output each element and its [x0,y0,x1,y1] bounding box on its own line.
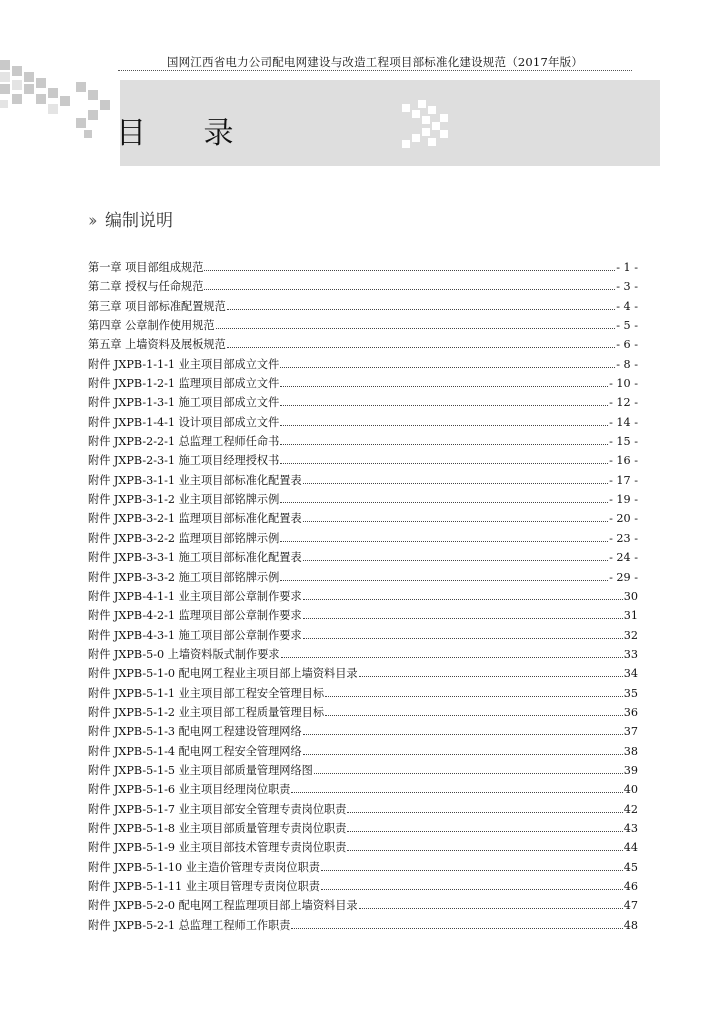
toc-entry-page: 38 [623,744,638,758]
dot-leader [291,928,622,929]
toc-entry[interactable] [88,917,638,936]
toc-entry-page: 43 [623,821,638,835]
dot-leader [227,347,615,348]
toc-entry-label: 附件 JXPB-5-1-0 配电网工程业主项目部上墙资料目录 [88,667,358,681]
dot-leader [347,812,622,813]
toc-entry-page: - 19 - [609,493,638,507]
dot-leader [281,657,623,658]
toc-entry-label: 附件 JXPB-5-1-1 业主项目部工程安全管理目标 [88,686,325,700]
dot-leader [325,715,623,716]
toc-entry[interactable] [88,472,638,491]
toc-entry-page: - 20 - [609,512,638,526]
dot-leader [303,618,623,619]
toc-entry[interactable] [88,665,638,684]
dot-leader [280,425,608,426]
double-chevron-icon: ›› [88,211,94,231]
dot-leader [280,367,615,368]
toc-entry-page: - 23 - [609,531,638,545]
toc-entry[interactable] [88,762,638,781]
toc-entry-label: 第三章 项目部标准配置规范 [88,299,226,313]
toc-entry[interactable] [88,723,638,742]
section-heading [88,206,173,231]
toc-entry-label: 附件 JXPB-5-1-5 业主项目部质量管理网络图 [88,763,313,777]
decorative-pixel-pattern [0,60,130,150]
dot-leader [291,792,622,793]
toc-entry-label: 附件 JXPB-5-1-9 业主项目部技术管理专责岗位职责 [88,841,347,855]
toc-entry-label: 附件 JXPB-1-1-1 业主项目部成立文件 [88,357,280,371]
dot-leader [303,521,608,522]
toc-entry-page: - 10 - [609,377,638,391]
toc-entry[interactable] [88,801,638,820]
toc-entry-page: 37 [623,725,638,739]
dot-leader [227,309,615,310]
header-divider [118,70,632,71]
toc-entry-label: 附件 JXPB-5-1-7 业主项目部安全管理专责岗位职责 [88,802,347,816]
dot-leader [303,734,623,735]
toc-entry[interactable] [88,859,638,878]
dot-leader [314,773,623,774]
toc-entry-label: 附件 JXPB-5-1-2 业主项目部工程质量管理目标 [88,705,325,719]
toc-entry-page: - 15 - [609,435,638,449]
toc-entry-label: 附件 JXPB-1-2-1 监理项目部成立文件 [88,377,280,391]
toc-entry[interactable] [88,491,638,510]
toc-entry[interactable] [88,878,638,897]
toc-entry-label: 附件 JXPB-5-1-3 配电网工程建设管理网络 [88,725,302,739]
dot-leader [359,676,623,677]
toc-entry[interactable] [88,394,638,413]
toc-entry[interactable] [88,897,638,916]
toc-entry-page: 30 [623,589,638,603]
toc-entry-page: 48 [623,918,638,932]
toc-entry-label: 附件 JXPB-5-1-4 配电网工程安全管理网络 [88,744,302,758]
toc-entry[interactable] [88,414,638,433]
dot-leader [325,696,623,697]
toc-entry[interactable] [88,685,638,704]
toc-entry-label: 附件 JXPB-3-1-2 业主项目部铭牌示例 [88,493,280,507]
page-title: 目 录 [116,116,258,151]
toc-entry-label: 附件 JXPB-5-2-0 配电网工程监理项目部上墙资料目录 [88,899,358,913]
toc-entry-label: 附件 JXPB-2-2-1 总监理工程师任命书 [88,435,280,449]
dot-leader [280,386,608,387]
toc-entry-label: 第二章 授权与任命规范 [88,280,204,294]
toc-entry-page: - 29 - [609,570,638,584]
toc-entry[interactable] [88,278,638,297]
dot-leader [280,502,608,503]
toc-entry-label: 附件 JXPB-5-1-11 业主项目管理专责岗位职责 [88,880,320,893]
toc-entry-page: 31 [623,609,638,623]
toc-entry[interactable] [88,356,638,375]
dot-leader [280,580,608,581]
running-title: 国网江西省电力公司配电网建设与改造工程项目部标准化建设规范（2017年版） [166,55,584,69]
toc-entry[interactable] [88,452,638,471]
toc-entry-page: 44 [623,841,638,855]
toc-entry-page: - 6 - [616,338,638,352]
dot-leader [280,444,608,445]
table-of-contents [88,259,638,936]
toc-entry-label: 第四章 公章制作使用规范 [88,319,215,333]
dot-leader [303,560,608,561]
toc-entry[interactable] [88,569,638,588]
section-heading-label: 编制说明 [105,211,174,231]
dot-leader [204,289,615,290]
dot-leader [359,908,623,909]
toc-entry[interactable] [88,433,638,452]
dot-leader [303,483,608,484]
toc-entry[interactable] [88,510,638,529]
toc-entry-page: 45 [623,860,638,874]
toc-entry-label: 附件 JXPB-3-2-2 监理项目部铭牌示例 [88,531,280,545]
dot-leader [204,270,615,271]
toc-entry-page: 34 [623,667,638,681]
toc-entry-label: 附件 JXPB-4-3-1 施工项目部公章制作要求 [88,628,302,642]
toc-entry-label: 附件 JXPB-5-1-10 业主造价管理专责岗位职责 [88,860,320,874]
toc-entry[interactable] [88,298,638,317]
toc-entry-label: 附件 JXPB-5-2-1 总监理工程师工作职责 [88,918,291,932]
toc-entry-page: 42 [623,802,638,816]
toc-entry-page: - 24 - [609,551,638,565]
toc-entry[interactable] [88,627,638,646]
chevron-decoration-icon [400,100,460,150]
toc-entry-page: - 1 - [616,261,638,274]
toc-entry[interactable] [88,781,638,800]
dot-leader [280,463,608,464]
toc-entry-page: - 16 - [609,454,638,468]
dot-leader [347,831,622,832]
toc-entry-page: 40 [623,783,638,797]
toc-entry[interactable] [88,549,638,568]
dot-leader [303,638,623,639]
toc-entry-label: 附件 JXPB-5-0 上墙资料版式制作要求 [88,647,280,661]
toc-entry[interactable] [88,820,638,839]
toc-entry[interactable] [88,607,638,626]
toc-entry-page: 33 [623,647,638,661]
dot-leader [321,870,623,871]
dot-leader [303,599,623,600]
toc-entry[interactable] [88,588,638,607]
toc-entry[interactable] [88,743,638,762]
toc-entry-label: 第一章 项目部组成规范 [88,261,204,274]
toc-entry-label: 附件 JXPB-2-3-1 施工项目经理授权书 [88,454,280,468]
toc-entry-label: 附件 JXPB-4-2-1 监理项目部公章制作要求 [88,609,302,623]
toc-entry-label: 附件 JXPB-1-4-1 设计项目部成立文件 [88,415,280,429]
toc-entry[interactable] [88,704,638,723]
toc-entry-label: 附件 JXPB-3-1-1 业主项目部标准化配置表 [88,473,302,487]
toc-entry-page: 35 [623,686,638,700]
toc-entry-label: 附件 JXPB-5-1-8 业主项目部质量管理专责岗位职责 [88,821,347,835]
dot-leader [347,850,622,851]
dot-leader [280,541,608,542]
toc-entry-label: 附件 JXPB-3-3-1 施工项目部标准化配置表 [88,551,302,565]
toc-entry[interactable] [88,530,638,549]
toc-entry-page: - 5 - [616,319,638,333]
toc-entry-page: 39 [623,763,638,777]
toc-entry-page: - 14 - [609,415,638,429]
toc-entry-page: - 8 - [616,357,638,371]
toc-entry-label: 附件 JXPB-5-1-6 业主项目经理岗位职责 [88,783,291,797]
toc-entry-page: 46 [623,880,638,893]
toc-entry-page: 36 [623,705,638,719]
toc-entry[interactable] [88,375,638,394]
dot-leader [303,754,623,755]
toc-entry-label: 第五章 上墙资料及展板规范 [88,338,226,352]
toc-entry[interactable] [88,259,638,278]
toc-entry-page: - 3 - [616,280,638,294]
toc-entry-label: 附件 JXPB-3-3-2 施工项目部铭牌示例 [88,570,280,584]
dot-leader [280,405,608,406]
toc-entry-page: - 4 - [616,299,638,313]
toc-entry-page: - 12 - [609,396,638,410]
toc-entry-label: 附件 JXPB-3-2-1 监理项目部标准化配置表 [88,512,302,526]
toc-entry-page: - 17 - [609,473,638,487]
toc-entry[interactable] [88,336,638,355]
toc-entry[interactable] [88,317,638,336]
toc-entry[interactable] [88,839,638,858]
toc-entry-page: 47 [623,899,638,913]
toc-entry-label: 附件 JXPB-1-3-1 施工项目部成立文件 [88,396,280,410]
toc-entry-page: 32 [623,628,638,642]
toc-entry[interactable] [88,646,638,665]
toc-entry-label: 附件 JXPB-4-1-1 业主项目部公章制作要求 [88,589,302,603]
dot-leader [321,889,623,890]
dot-leader [216,328,616,329]
